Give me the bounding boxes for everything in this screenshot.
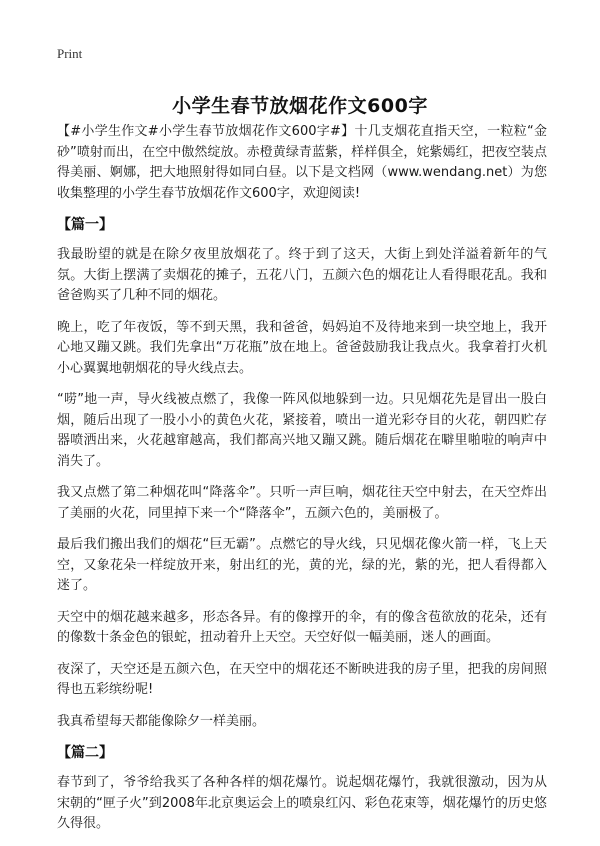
- article-body: [57, 122, 547, 846]
- paragraph: 我真希望每天都能像除夕一样美丽。: [57, 713, 266, 729]
- section-heading-1: 【篇一】: [57, 217, 113, 233]
- intro-paragraph: 【#小学生作文#小学生春节放烟花作文600字#】十几支烟花直指天空，一粒粒“金砂”喷射而出，在空中傲然绽放。赤橙黄绿青蓝紫，样样俱全，姹紫嫣红，把夜空装点得美丽、婀娜，把大地照射得如同白昼。以下是文档网（www.wendang.net）为您收集整理的小学生春节放烟花作文600字，欢迎阅读!: [57, 124, 547, 201]
- paragraph: “唠”地一声，导火线被点燃了，我像一阵风似地躲到一边。只见烟花先是冒出一股白烟，随后出现了一股小小的黄色火花，紧接着，喷出一道光彩夺目的火花，朝四贮存器喷洒出来，火花越窜越高，我们都高兴地又蹦又跳。随后烟花在噼里啪啦的响声中消失了。: [57, 392, 547, 469]
- print-label: Print: [57, 46, 83, 61]
- paragraph: 天空中的烟花越来越多，形态各异。有的像撑开的伞，有的像含苞欲放的花朵，还有的像数十条金色的银蛇，扭动着升上天空。天空好似一幅美丽，迷人的画面。: [57, 609, 547, 645]
- paragraph: 我又点燃了第二种烟花叫“降落伞”。只听一声巨响，烟花往天空中射去，在天空炸出了美丽的火花，同里掉下来一个“降落伞”，五颜六色的，美丽极了。: [57, 485, 547, 521]
- paragraph: 晚上，吃了年夜饭，等不到天黑，我和爸爸，妈妈迫不及待地来到一块空地上，我开心地又蹦又跳。我们先拿出“万花瓶”放在地上。爸爸鼓励我让我点火。我拿着打火机小心翼翼地朝烟花的导火线点去。: [57, 319, 547, 376]
- paragraph: 春节到了，爷爷给我买了各种各样的烟花爆竹。说起烟花爆竹，我就很激动，因为从宋朝的“匣子火”到2008年北京奥运会上的喷泉红闪、彩色花束等，烟花爆竹的历史悠久得很。: [57, 775, 547, 831]
- section-heading-2: 【篇二】: [57, 745, 113, 761]
- paragraph: 最后我们搬出我们的烟花“巨无霸”。点燃它的导火线，只见烟花像火箭一样，飞上天空，又象花朵一样绽放开来，射出红的光，黄的光，绿的光，紫的光，把人看得都入迷了。: [57, 537, 547, 593]
- paragraph: 夜深了，天空还是五颜六色，在天空中的烟花还不断映进我的房子里，把我的房间照得也五彩缤纷呢!: [57, 661, 547, 697]
- paragraph: 我最盼望的就是在除夕夜里放烟花了。终于到了这天，大街上到处洋溢着新年的气氛。大街上摆满了卖烟花的摊子，五花八门，五颜六色的烟花让人看得眼花乱。我和爸爸购买了几种不同的烟花。: [57, 247, 547, 303]
- page-title: 小学生春节放烟花作文600字: [172, 94, 428, 117]
